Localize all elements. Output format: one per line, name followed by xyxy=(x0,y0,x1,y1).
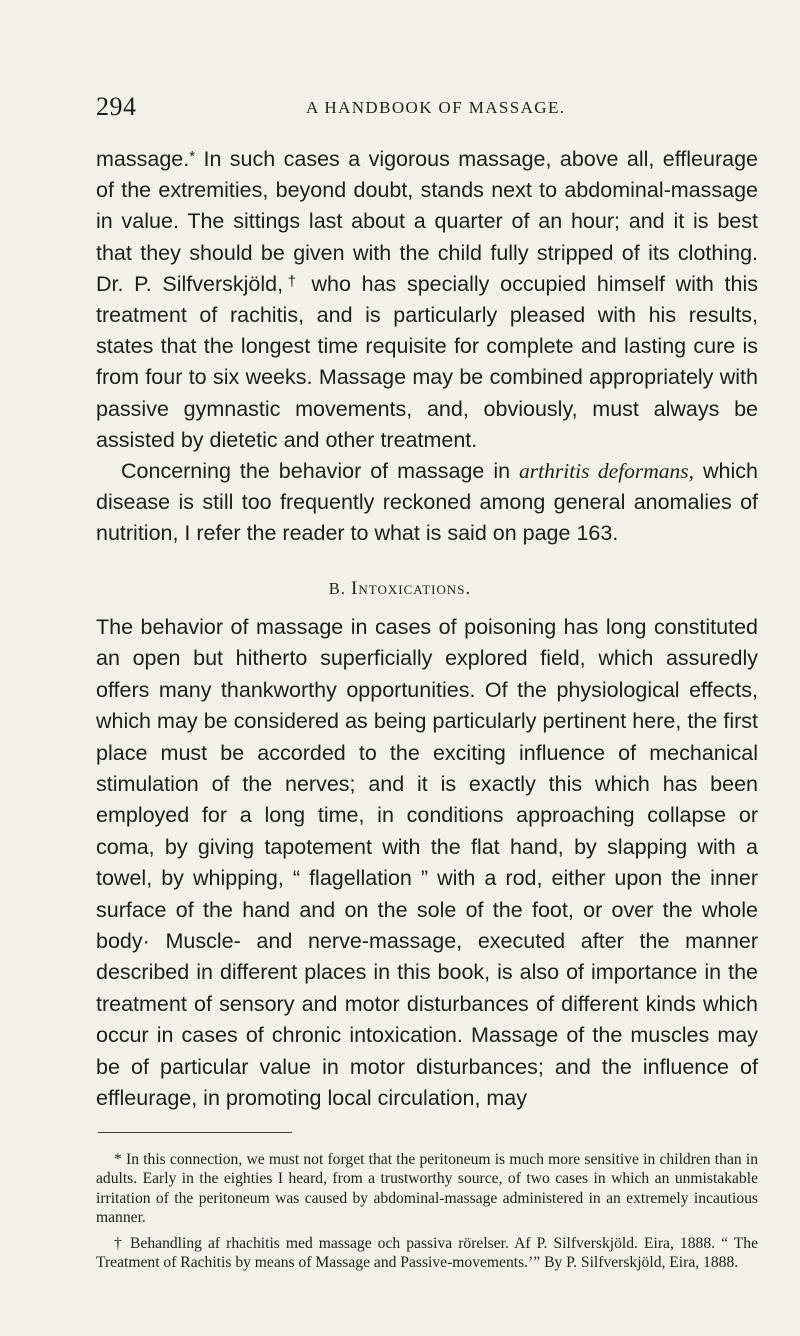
section-title: Intoxications. xyxy=(351,578,472,599)
page-number: 294 xyxy=(96,92,137,121)
footnote-1-mark: * xyxy=(114,1151,122,1168)
paragraph-2 xyxy=(96,456,758,550)
paragraph-3: The behavior of massage in cases of poisoning has long constituted an open but hitherto superficially explored field, which assuredly offers many thankworthy opportunities. Of the physiological effects, which may be considered as being particularly pertinent here, the first place must be accorded to the exciting influence of mechanical stimulation of the nerves; and it is exactly this which has been employed for a long time, in conditions approaching collapse or coma, by giving tapotement with the flat hand, by slapping with a towel, by whipping, “ flagellation ” with a rod, either upon the inner surface of the hand and on the sole of the foot, or over the whole body· Muscle- and nerve-massage, executed after the manner described in different places in this book, is also of importance in the treatment of sensory and motor disturbances of different kinds which occur in cases of chronic intoxication. Massage of the muscles may be of particular value in motor disturbances; and the influence of effleurage, in promoting local circulation, may xyxy=(96,615,758,1111)
footnote-divider xyxy=(98,1132,292,1133)
body-text-intoxications xyxy=(96,612,758,1115)
paragraph-2-text-b: which disease is still too frequently reckoned among general anomalies of nutrition, I refer the reader to what is said on page 163. xyxy=(96,459,758,546)
paragraph-1 xyxy=(96,144,758,456)
footnote-1 xyxy=(96,1150,758,1227)
footnote-ref-dagger: † xyxy=(283,272,301,290)
footnote-2-mark: † xyxy=(114,1235,124,1253)
running-title: A HANDBOOK OF MASSAGE. xyxy=(306,98,566,117)
section-heading xyxy=(0,578,800,600)
footnote-2-text: Behandling af rhachitis med massage och passiva rörelser. Af P. Silfverskjöld. Eira, 1888. “ The Treatment of Rachitis by means of Massage and Passive-movements.’” By P. Silfverskjöld, Eira, 1888. xyxy=(96,1235,759,1272)
footnote-1-text: In this connection, we must not forget that the peritoneum is much more sensitive in children than in adults. Early in the eighties I heard, from a trustworthy source, of two cases in which an unmistakable irritation of the peritoneum was caused by abdominal-massage administered in an extremely incautious manner. xyxy=(96,1151,758,1226)
footnote-ref-asterisk: * xyxy=(189,148,196,165)
page-header xyxy=(96,92,716,124)
section-letter: B. xyxy=(328,579,346,598)
paragraph-1-text-a: massage. xyxy=(96,147,190,171)
paragraph-1-text-c: who has specially occupied himself with this treatment of rachitis, and is particularly pleased with his results, states that the longest time requisite for complete and lasting cure is from four to six weeks. Massage may be combined appropriately with passive gymnastic movements, and, obviously, must always be assisted by dietetic and other treatment. xyxy=(96,271,759,452)
footnote-2 xyxy=(96,1234,758,1273)
body-text xyxy=(96,144,758,550)
footnotes xyxy=(96,1150,758,1273)
paragraph-2-italic: arthritis deformans, xyxy=(519,459,695,484)
paragraph-2-text-a: Concerning the behavior of massage in xyxy=(121,459,520,484)
paragraph-1-text-b: In such cases a vigorous massage, above all, effleurage of the extremities, beyond doubt, stands next to abdominal-massage in value. The sittings last about a quarter of an hour; and it is best that they should be given with the child fully stripped of its clothing. Dr. P. Silfverskjöld, xyxy=(96,147,758,296)
